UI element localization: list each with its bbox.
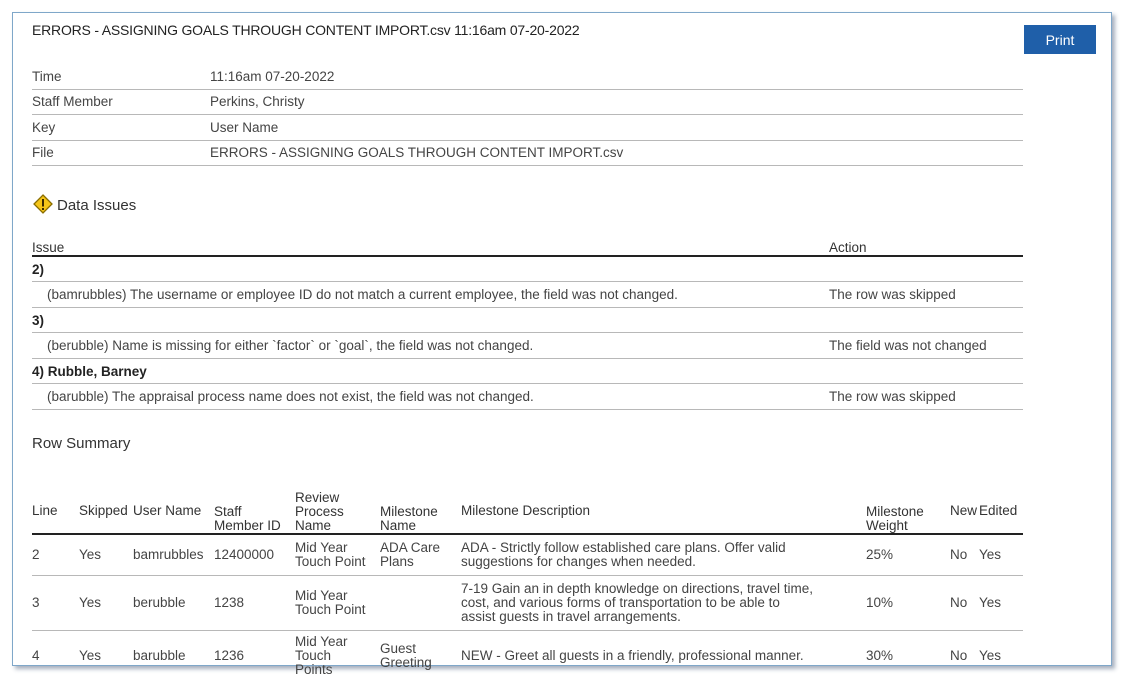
weight-cell: 10% — [866, 576, 950, 631]
issue-message-row — [32, 282, 1023, 308]
staff-id-cell: 12400000 — [214, 534, 295, 576]
info-key: Staff Member — [32, 89, 210, 115]
cell-line: Plans — [380, 554, 414, 569]
cell-line: NEW - Greet all guests in a friendly, professional manner. — [461, 648, 804, 663]
edited-cell: Yes — [979, 534, 1023, 576]
issue-number: 2) — [32, 256, 1023, 282]
issue-number: 4) Rubble, Barney — [32, 359, 1023, 384]
review-process-cell — [295, 534, 380, 576]
cell-line: ADA - Strictly follow established care plans. Offer valid — [461, 540, 786, 555]
cell-line: Mid Year — [295, 634, 348, 649]
report-info-table — [32, 64, 1023, 166]
skipped-cell: Yes — [79, 576, 133, 631]
line-cell: 2 — [32, 534, 79, 576]
issue-number-row — [32, 256, 1023, 282]
issue-action: The row was skipped — [829, 384, 1023, 410]
weight-cell: 30% — [866, 631, 950, 681]
info-key: File — [32, 140, 210, 166]
weight-cell: 25% — [866, 534, 950, 576]
info-value: ERRORS - ASSIGNING GOALS THROUGH CONTENT IMPORT.csv — [210, 140, 1023, 166]
edited-cell: Yes — [979, 576, 1023, 631]
issue-message-row — [32, 333, 1023, 359]
edited-cell: Yes — [979, 631, 1023, 681]
info-row-file — [32, 140, 1023, 166]
issue-message-row — [32, 384, 1023, 410]
report-title: ERRORS - ASSIGNING GOALS THROUGH CONTENT IMPORT.csv 11:16am 07-20-2022 — [32, 22, 579, 38]
milestone-name-cell — [380, 631, 461, 681]
cell-line: assist guests in travel arrangements. — [461, 609, 681, 624]
line-column-header: Line — [32, 479, 79, 534]
user-name-cell: barubble — [133, 631, 214, 681]
milestone-description-cell — [461, 534, 866, 576]
issue-message: (berubble) Name is missing for either `factor` or `goal`, the field was not changed. — [32, 333, 829, 359]
data-issues-heading — [32, 194, 136, 214]
header-line: Milestone — [866, 504, 924, 519]
milestone-description-cell — [461, 631, 866, 681]
issue-action: The row was skipped — [829, 282, 1023, 308]
row-summary-heading: Row Summary — [32, 435, 130, 452]
header-line: Milestone — [380, 504, 438, 519]
header-line: Staff — [214, 504, 242, 519]
header-line: Name — [380, 518, 416, 533]
data-issues-title: Data Issues — [57, 197, 136, 214]
user-name-cell: bamrubbles — [133, 534, 214, 576]
issue-number: 3) — [32, 308, 1023, 333]
header-line: Process — [295, 504, 344, 519]
skipped-column-header: Skipped — [79, 479, 133, 534]
header-line: Name — [295, 518, 331, 533]
user-name-cell: berubble — [133, 576, 214, 631]
milestone-description-column-header: Milestone Description — [461, 479, 866, 534]
user-name-column-header: User Name — [133, 479, 214, 534]
new-cell: No — [950, 576, 979, 631]
line-cell: 4 — [32, 631, 79, 681]
cell-line: cost, and various forms of transportation to be able to — [461, 595, 780, 610]
new-cell: No — [950, 534, 979, 576]
cell-line: ADA Care — [380, 540, 440, 555]
info-row-staff-member — [32, 89, 1023, 115]
info-value: Perkins, Christy — [210, 89, 1023, 115]
review-process-cell — [295, 576, 380, 631]
staff-id-cell: 1238 — [214, 576, 295, 631]
cell-line: Mid Year — [295, 588, 348, 603]
summary-row — [32, 631, 1023, 681]
edited-column-header: Edited — [979, 479, 1023, 534]
cell-line: 7-19 Gain an in depth knowledge on directions, travel time, — [461, 581, 813, 596]
line-cell: 3 — [32, 576, 79, 631]
skipped-cell: Yes — [79, 631, 133, 681]
info-key: Time — [32, 64, 210, 89]
info-row-time — [32, 64, 1023, 89]
staff-id-cell: 1236 — [214, 631, 295, 681]
row-summary-table — [32, 479, 1023, 681]
issues-header-row — [32, 237, 1023, 256]
review-process-column-header — [295, 479, 380, 534]
milestone-description-cell — [461, 576, 866, 631]
issue-number-row — [32, 359, 1023, 384]
new-cell: No — [950, 631, 979, 681]
issue-number-row — [32, 308, 1023, 333]
summary-row — [32, 576, 1023, 631]
info-row-key — [32, 115, 1023, 141]
summary-header-row — [32, 479, 1023, 534]
header-line: Weight — [866, 518, 908, 533]
print-button[interactable]: Print — [1024, 25, 1096, 54]
cell-line: Touch Point — [295, 554, 366, 569]
info-value: 11:16am 07-20-2022 — [210, 64, 1023, 89]
issue-message: (barubble) The appraisal process name does not exist, the field was not changed. — [32, 384, 829, 410]
summary-row — [32, 534, 1023, 576]
milestone-name-cell — [380, 576, 461, 631]
cell-line: Points — [295, 662, 333, 677]
issue-message: (bamrubbles) The username or employee ID do not match a current employee, the field was not changed. — [32, 282, 829, 308]
cell-line: Mid Year — [295, 540, 348, 555]
cell-line: Greeting — [380, 655, 432, 670]
header-line: Member ID — [214, 518, 281, 533]
cell-line: suggestions for changes when needed. — [461, 554, 696, 569]
report-window — [12, 12, 1112, 666]
info-key: Key — [32, 115, 210, 141]
issue-action: The field was not changed — [829, 333, 1023, 359]
data-issues-table — [32, 237, 1023, 410]
staff-member-id-column-header — [214, 479, 295, 534]
cell-line: Touch Point — [295, 602, 366, 617]
info-value: User Name — [210, 115, 1023, 141]
review-process-cell — [295, 631, 380, 681]
warning-icon — [32, 194, 54, 214]
header-line: Review — [295, 490, 339, 505]
skipped-cell: Yes — [79, 534, 133, 576]
new-column-header: New — [950, 479, 979, 534]
issue-column-header: Issue — [32, 237, 829, 256]
cell-line: Guest — [380, 641, 416, 656]
milestone-name-column-header — [380, 479, 461, 534]
milestone-name-cell — [380, 534, 461, 576]
action-column-header: Action — [829, 237, 1023, 256]
milestone-weight-column-header — [866, 479, 950, 534]
cell-line: Touch — [295, 648, 331, 663]
